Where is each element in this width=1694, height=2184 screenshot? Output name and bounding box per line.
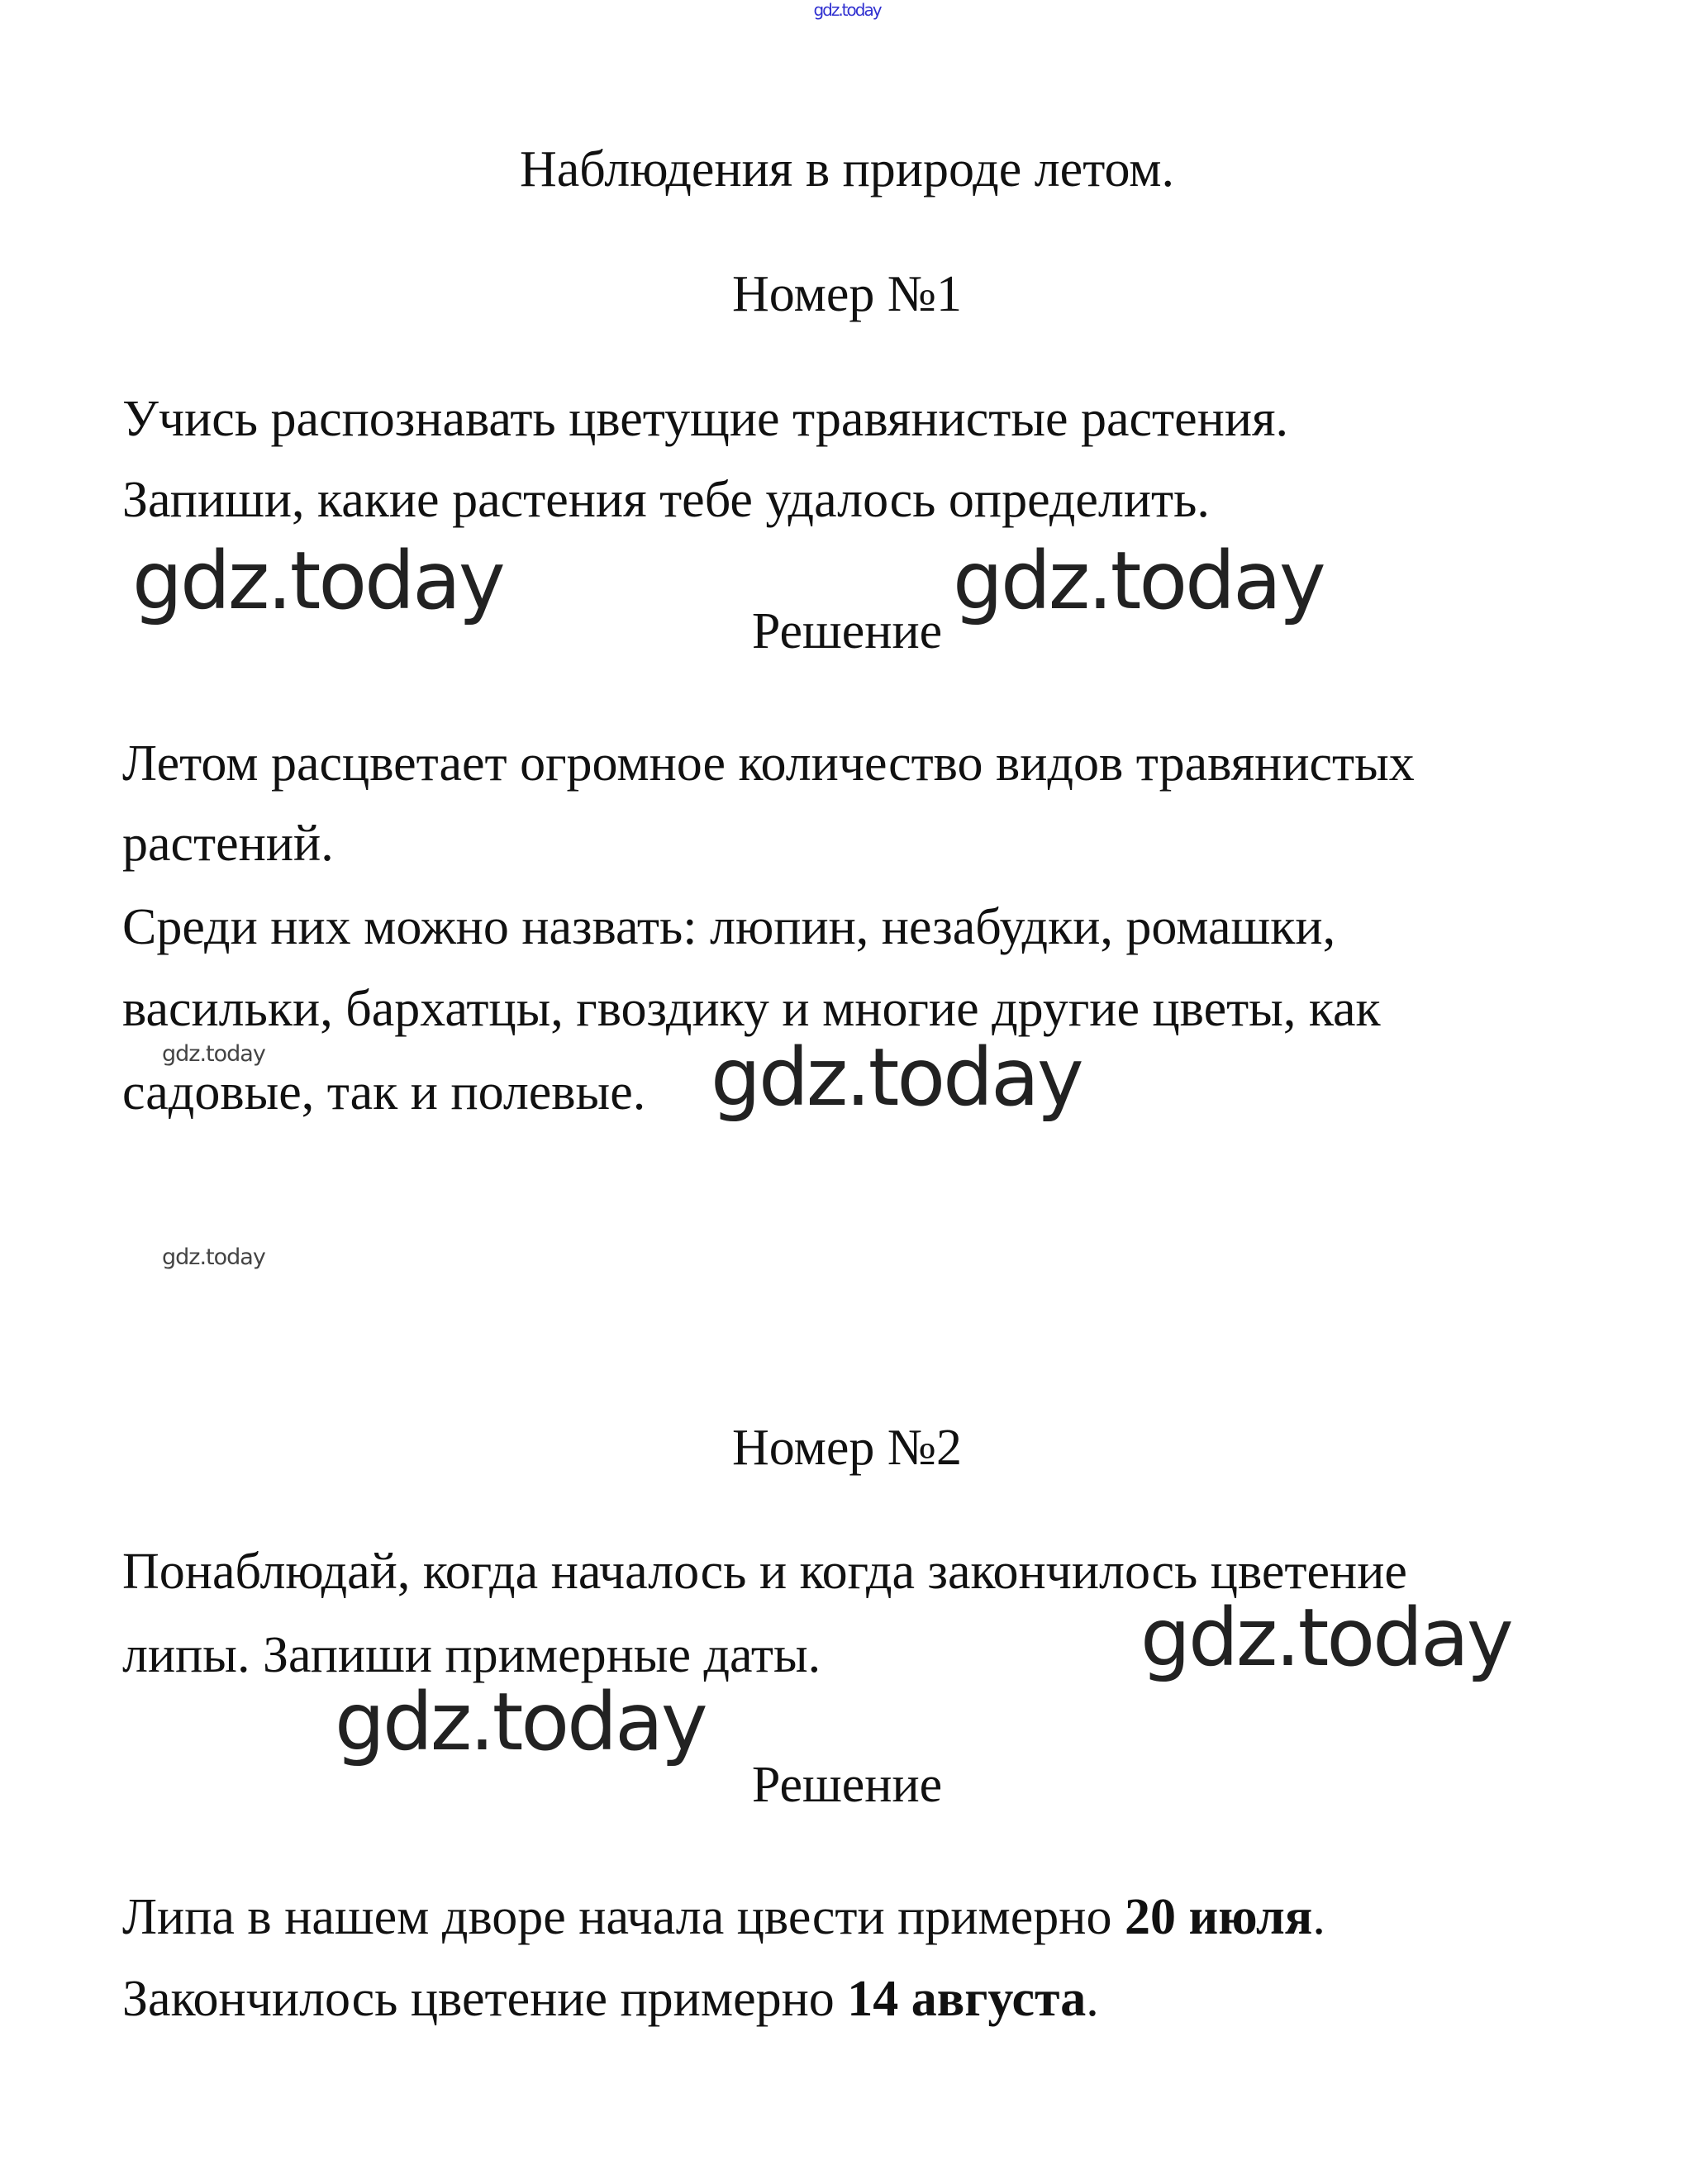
end-date: 14 августа	[847, 1971, 1087, 2027]
task2-question-line: липы. Запиши примерные даты.	[122, 1627, 821, 1683]
task1-solution-label: Решение	[751, 603, 943, 659]
task2-answer-line-2	[122, 1973, 1099, 2025]
task1-answer-line: Летом расцветает огромное количество видов травянистых	[122, 735, 1415, 792]
watermark-small: gdz.today	[162, 1041, 265, 1067]
task2-solution-label: Решение	[751, 1757, 943, 1813]
watermark-small: gdz.today	[162, 1244, 265, 1270]
watermark-top: gdz.today	[813, 0, 881, 20]
watermark: gdz.today	[335, 1676, 706, 1768]
task1-question-line: Запиши, какие растения тебе удалось определить.	[122, 472, 1210, 528]
watermark: gdz.today	[711, 1031, 1082, 1124]
task2-answer-line-1	[122, 1891, 1325, 1943]
watermark: gdz.today	[953, 535, 1324, 627]
task1-answer-line: садовые, так и полевые.	[122, 1064, 646, 1121]
task2-question-line: Понаблюдай, когда началось и когда закончилось цветение	[122, 1544, 1407, 1600]
start-date: 20 июля	[1124, 1889, 1313, 1945]
task2-heading: Номер №2	[731, 1420, 963, 1476]
task1-heading: Номер №1	[731, 266, 963, 322]
page-title: Наблюдения в природе летом.	[519, 141, 1175, 197]
task1-answer-line: васильки, бархатцы, гвоздику и многие другие цветы, как	[122, 981, 1381, 1037]
answer-punct: .	[1312, 1889, 1325, 1945]
answer-text: Липа в нашем дворе начала цвести примерно	[122, 1889, 1125, 1945]
task1-answer-line: растений.	[122, 816, 334, 872]
task1-answer-line: Среди них можно назвать: люпин, незабудки, ромашки,	[122, 899, 1336, 955]
watermark: gdz.today	[1140, 1592, 1511, 1684]
task1-question-line: Учись распознавать цветущие травянистые растения.	[122, 391, 1289, 447]
answer-text: Закончилось цветение примерно	[122, 1971, 848, 2027]
watermark: gdz.today	[132, 535, 503, 627]
answer-punct: .	[1086, 1971, 1099, 2027]
